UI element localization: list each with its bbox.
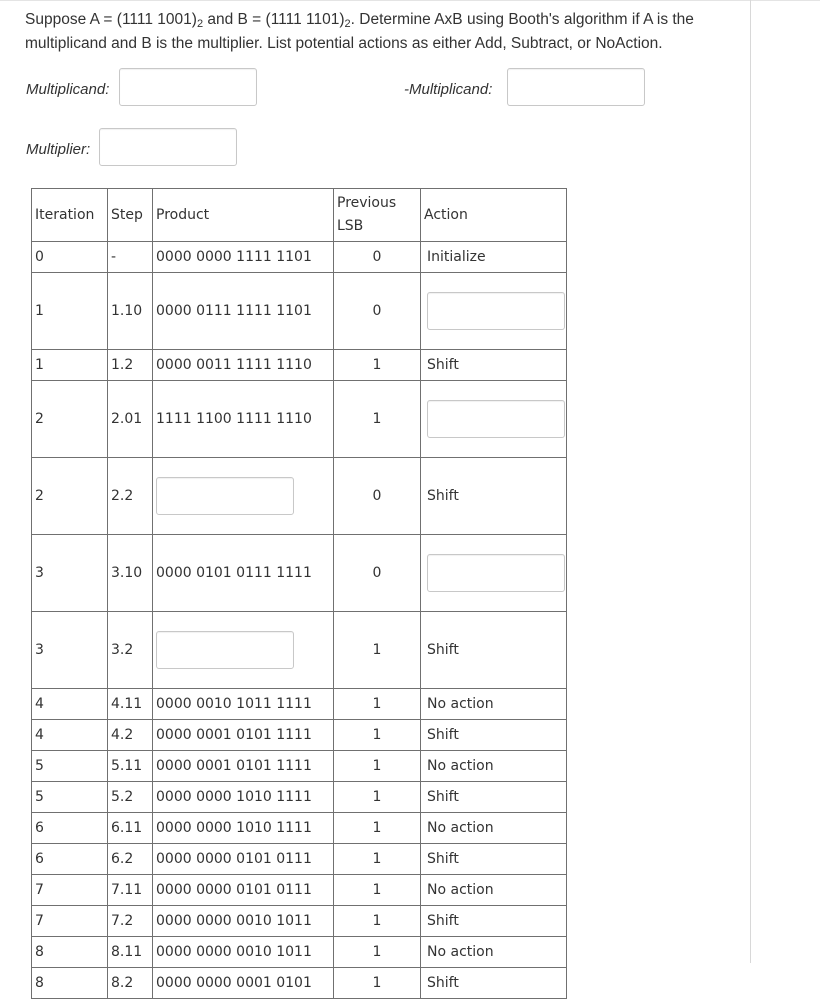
action-input[interactable] <box>427 554 565 592</box>
question-b-prefix: and B = (1111 1101) <box>203 11 345 28</box>
lsb-cell: 1 <box>334 350 421 381</box>
product-cell <box>153 458 334 535</box>
table-row <box>32 242 567 273</box>
step-cell: 4.11 <box>108 689 153 720</box>
step-cell: 6.2 <box>108 844 153 875</box>
multiplicand-label: Multiplicand: <box>26 81 110 98</box>
product: 0000 0101 0111 1111 <box>153 535 334 612</box>
step-cell: 5.2 <box>108 782 153 813</box>
question-a-base: 2 <box>196 18 204 30</box>
table-row <box>32 875 567 906</box>
step-cell: 7.11 <box>108 875 153 906</box>
iteration-cell: 4 <box>32 720 108 751</box>
step-cell: 1.10 <box>108 273 153 350</box>
table-row <box>32 612 567 689</box>
iteration-cell: 5 <box>32 751 108 782</box>
table-row <box>32 782 567 813</box>
iteration-cell: 6 <box>32 844 108 875</box>
step-cell: 7.2 <box>108 906 153 937</box>
product-input[interactable] <box>156 477 294 515</box>
lsb-cell: 1 <box>334 689 421 720</box>
lsb-cell: 1 <box>334 612 421 689</box>
product: 0000 0111 1111 1101 <box>153 273 334 350</box>
frame-top-border <box>0 0 820 1</box>
step-cell: 8.11 <box>108 937 153 968</box>
multiplier-input[interactable] <box>99 128 237 166</box>
action-input[interactable] <box>427 292 565 330</box>
table-row <box>32 720 567 751</box>
action-cell <box>421 535 567 612</box>
step-cell: 3.2 <box>108 612 153 689</box>
iteration-cell: 3 <box>32 612 108 689</box>
header-iteration: Iteration <box>32 189 108 242</box>
step-cell: 1.2 <box>108 350 153 381</box>
action: Shift <box>421 458 567 535</box>
lsb-cell: 1 <box>334 844 421 875</box>
iteration-cell: 2 <box>32 458 108 535</box>
multiplier-label: Multiplier: <box>26 141 91 158</box>
action: No action <box>421 813 567 844</box>
question-text <box>25 8 745 56</box>
frame-right-border <box>750 0 751 963</box>
table-row <box>32 273 567 350</box>
product-cell <box>153 612 334 689</box>
header-action: Action <box>421 189 567 242</box>
header-product: Product <box>153 189 334 242</box>
action: Shift <box>421 612 567 689</box>
step-cell: 6.11 <box>108 813 153 844</box>
action: No action <box>421 689 567 720</box>
header-lsb-line1: Previous <box>337 195 397 211</box>
lsb-cell: 0 <box>334 535 421 612</box>
lsb-cell: 0 <box>334 242 421 273</box>
product: 0000 0001 0101 1111 <box>153 751 334 782</box>
action: Shift <box>421 906 567 937</box>
table-row <box>32 689 567 720</box>
product: 0000 0010 1011 1111 <box>153 689 334 720</box>
action: Shift <box>421 720 567 751</box>
iteration-cell: 7 <box>32 875 108 906</box>
product: 0000 0000 0010 1011 <box>153 937 334 968</box>
lsb-cell: 0 <box>334 273 421 350</box>
action-cell <box>421 273 567 350</box>
iteration-cell: 2 <box>32 381 108 458</box>
step-cell: - <box>108 242 153 273</box>
iteration-cell: 8 <box>32 937 108 968</box>
multiplicand-input[interactable] <box>119 68 257 106</box>
header-step: Step <box>108 189 153 242</box>
product: 0000 0000 0010 1011 <box>153 906 334 937</box>
question-b-base: 2 <box>344 18 351 30</box>
table-row <box>32 813 567 844</box>
table-row <box>32 350 567 381</box>
action: No action <box>421 751 567 782</box>
iteration-cell: 0 <box>32 242 108 273</box>
question-line1-rest: . Determine AxB using Booth's algorithm if A is the <box>350 11 694 28</box>
lsb-cell: 1 <box>334 875 421 906</box>
table-row <box>32 906 567 937</box>
booth-table <box>31 188 567 999</box>
table-row <box>32 968 567 999</box>
step-cell: 4.2 <box>108 720 153 751</box>
table-row <box>32 844 567 875</box>
lsb-cell: 0 <box>334 458 421 535</box>
table-row <box>32 458 567 535</box>
product: 0000 0011 1111 1110 <box>153 350 334 381</box>
step-cell: 5.11 <box>108 751 153 782</box>
lsb-cell: 1 <box>334 381 421 458</box>
iteration-cell: 3 <box>32 535 108 612</box>
lsb-cell: 1 <box>334 782 421 813</box>
lsb-cell: 1 <box>334 937 421 968</box>
iteration-cell: 5 <box>32 782 108 813</box>
action: No action <box>421 875 567 906</box>
header-lsb-line2: LSB <box>337 218 364 234</box>
iteration-cell: 1 <box>32 273 108 350</box>
question-a-prefix: Suppose A = (1111 1001) <box>25 11 197 28</box>
lsb-cell: 1 <box>334 968 421 999</box>
action: Shift <box>421 782 567 813</box>
lsb-cell: 1 <box>334 906 421 937</box>
iteration-cell: 7 <box>32 906 108 937</box>
action-cell <box>421 381 567 458</box>
table-header-row <box>32 189 567 242</box>
iteration-cell: 4 <box>32 689 108 720</box>
product-input[interactable] <box>156 631 294 669</box>
question-line2: multiplicand and B is the multiplier. List potential actions as either Add, Subtract, or NoAction. <box>25 35 663 52</box>
neg-multiplicand-input[interactable] <box>507 68 645 106</box>
action: Initialize <box>421 242 567 273</box>
step-cell: 8.2 <box>108 968 153 999</box>
action: Shift <box>421 844 567 875</box>
product: 1111 1100 1111 1110 <box>153 381 334 458</box>
iteration-cell: 6 <box>32 813 108 844</box>
product: 0000 0000 0101 0111 <box>153 875 334 906</box>
lsb-cell: 1 <box>334 813 421 844</box>
table-row <box>32 535 567 612</box>
lsb-cell: 1 <box>334 720 421 751</box>
product: 0000 0000 1010 1111 <box>153 813 334 844</box>
product: 0000 0001 0101 1111 <box>153 720 334 751</box>
lsb-cell: 1 <box>334 751 421 782</box>
step-cell: 2.2 <box>108 458 153 535</box>
action: Shift <box>421 968 567 999</box>
iteration-cell: 8 <box>32 968 108 999</box>
table-row <box>32 381 567 458</box>
action: Shift <box>421 350 567 381</box>
step-cell: 2.01 <box>108 381 153 458</box>
iteration-cell: 1 <box>32 350 108 381</box>
table-row <box>32 751 567 782</box>
product: 0000 0000 1111 1101 <box>153 242 334 273</box>
product: 0000 0000 0101 0111 <box>153 844 334 875</box>
neg-multiplicand-label: -Multiplicand: <box>404 81 493 98</box>
header-previous-lsb <box>334 189 421 242</box>
action: No action <box>421 937 567 968</box>
action-input[interactable] <box>427 400 565 438</box>
product: 0000 0000 0001 0101 <box>153 968 334 999</box>
product: 0000 0000 1010 1111 <box>153 782 334 813</box>
step-cell: 3.10 <box>108 535 153 612</box>
